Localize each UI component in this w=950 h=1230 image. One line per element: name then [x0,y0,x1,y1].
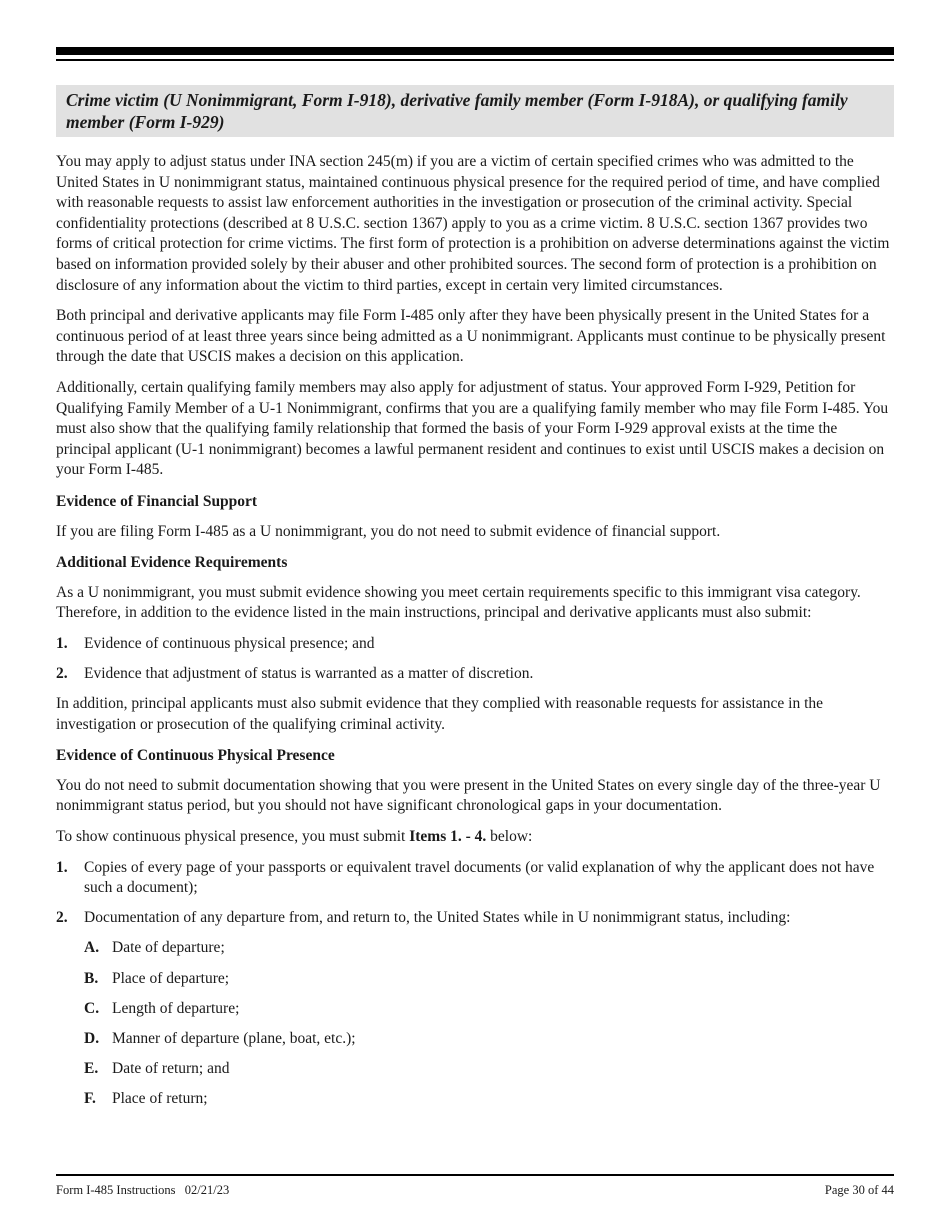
sub-item-text: Place of return; [112,1089,208,1107]
footer-form-id: Form I-485 Instructions 02/21/23 [56,1183,230,1197]
list-item-text: Copies of every page of your passports or equivalent travel documents (or valid explanation of why the applicant does not have such a document); [84,858,875,897]
header-rule-thin [56,59,894,61]
list-item [56,908,894,929]
list-item-text: Evidence of continuous physical presence; and [84,634,375,652]
list-item-number: 1. [56,858,68,876]
financial-support-text: If you are filing Form I-485 as a U nonimmigrant, you do not need to submit evidence of financial support. [56,522,721,540]
section-title-banner [56,85,894,137]
sub-item-letter: F. [84,1089,96,1107]
sub-item-letter: D. [84,1029,100,1047]
sub-list-item [84,969,894,990]
sub-list-item [84,1059,894,1080]
lead-prefix: To show continuous physical presence, you must submit [56,828,410,846]
sub-item-text: Manner of departure (plane, boat, etc.); [112,1029,356,1047]
sub-list-item [84,1089,894,1110]
sub-item-text: Length of departure; [112,999,240,1017]
list-item-number: 2. [56,664,68,682]
footer-page-number: Page 30 of 44 [824,1183,894,1197]
physical-presence-text: You do not need to submit documentation showing that you were present in the United States on every single day of the three-year U nonimmigrant status period, but you should not have significant chronological gaps in your documentation. [56,776,881,815]
physical-presence-heading: Evidence of Continuous Physical Presence [56,747,335,765]
sub-item-text: Place of departure; [112,969,230,987]
intro-paragraph-1: You may apply to adjust status under INA section 245(m) if you are a victim of certain specified crimes who was admitted to the United States in U nonimmigrant status, maintained continuous physical presence for the required period of time, and have complied with reasonable requests to assist law enforcement authorities in the investigation or prosecution of the criminal activity. Special confidentiality protections (described at 8 U.S.C. section 1367) apply to you as a crime victim. 8 U.S.C. section 1367 provides two forms of critical protection for crime victims. The first form of protection is a prohibition on adverse determinations against the victim based on information provided solely by their abuser and other prohibited sources. The second form of protection is a prohibition on disclosure of any information about the victim to third parties, except in certain very limited circumstances. [56,153,890,294]
sub-item-letter: C. [84,999,100,1017]
list-item [56,634,894,655]
footer-rule [56,1174,894,1176]
list-item-number: 2. [56,909,68,927]
additional-evidence-closing: In addition, principal applicants must also submit evidence that they complied with reasonable requests for assistance in the investigation or prosecution of the qualifying criminal activity. [56,695,824,733]
sub-item-letter: A. [84,939,100,957]
sub-item-text: Date of departure; [112,939,225,957]
page-body [56,152,894,1119]
lead-suffix: below: [486,828,533,846]
sub-item-letter: B. [84,969,99,987]
list-item [56,664,894,685]
additional-evidence-heading: Additional Evidence Requirements [56,554,288,572]
sub-list-item [84,938,894,959]
lead-items-ref: Items 1. - 4. [409,828,487,846]
physical-presence-lead [56,827,894,848]
list-item [56,858,894,899]
sub-list-item [84,1029,894,1050]
section-title: Crime victim (U Nonimmigrant, Form I-918), derivative family member (Form I-918A), or qualifying family member (Form I-929) [66,90,848,132]
list-item-text: Documentation of any departure from, and return to, the United States while in U nonimmigrant status, including: [84,909,791,927]
sub-item-letter: E. [84,1059,99,1077]
intro-paragraph-3: Additionally, certain qualifying family members may also apply for adjustment of status. Your approved Form I-929, Petition for Qualifying Family Member of a U-1 Nonimmigrant, confirms that you are a qualifying family member who may file Form I-485. You must also show that the qualifying family relationship that formed the basis of your Form I-929 approval exists at the time the principal applicant (U-1 nonimmigrant) becomes a lawful permanent resident and continues to exist until USCIS makes a decision on your Form I-485. [56,378,889,479]
sub-item-text: Date of return; and [112,1059,230,1077]
header-rule-thick [56,47,894,55]
financial-support-heading: Evidence of Financial Support [56,492,258,510]
list-item-text: Evidence that adjustment of status is warranted as a matter of discretion. [84,664,534,682]
additional-evidence-text: As a U nonimmigrant, you must submit evidence showing you meet certain requirements specific to this immigrant visa category. Therefore, in addition to the evidence listed in the main instructions, principal and derivative applicants must also submit: [56,583,861,622]
sub-list-item [84,999,894,1020]
intro-paragraph-2: Both principal and derivative applicants may file Form I-485 only after they have been physically present in the United States for a continuous period of at least three years since being admitted as a U nonimmigrant. Applicants must continue to be physically present through the date that USCIS makes a decision on this application. [56,307,886,366]
list-item-number: 1. [56,634,68,652]
